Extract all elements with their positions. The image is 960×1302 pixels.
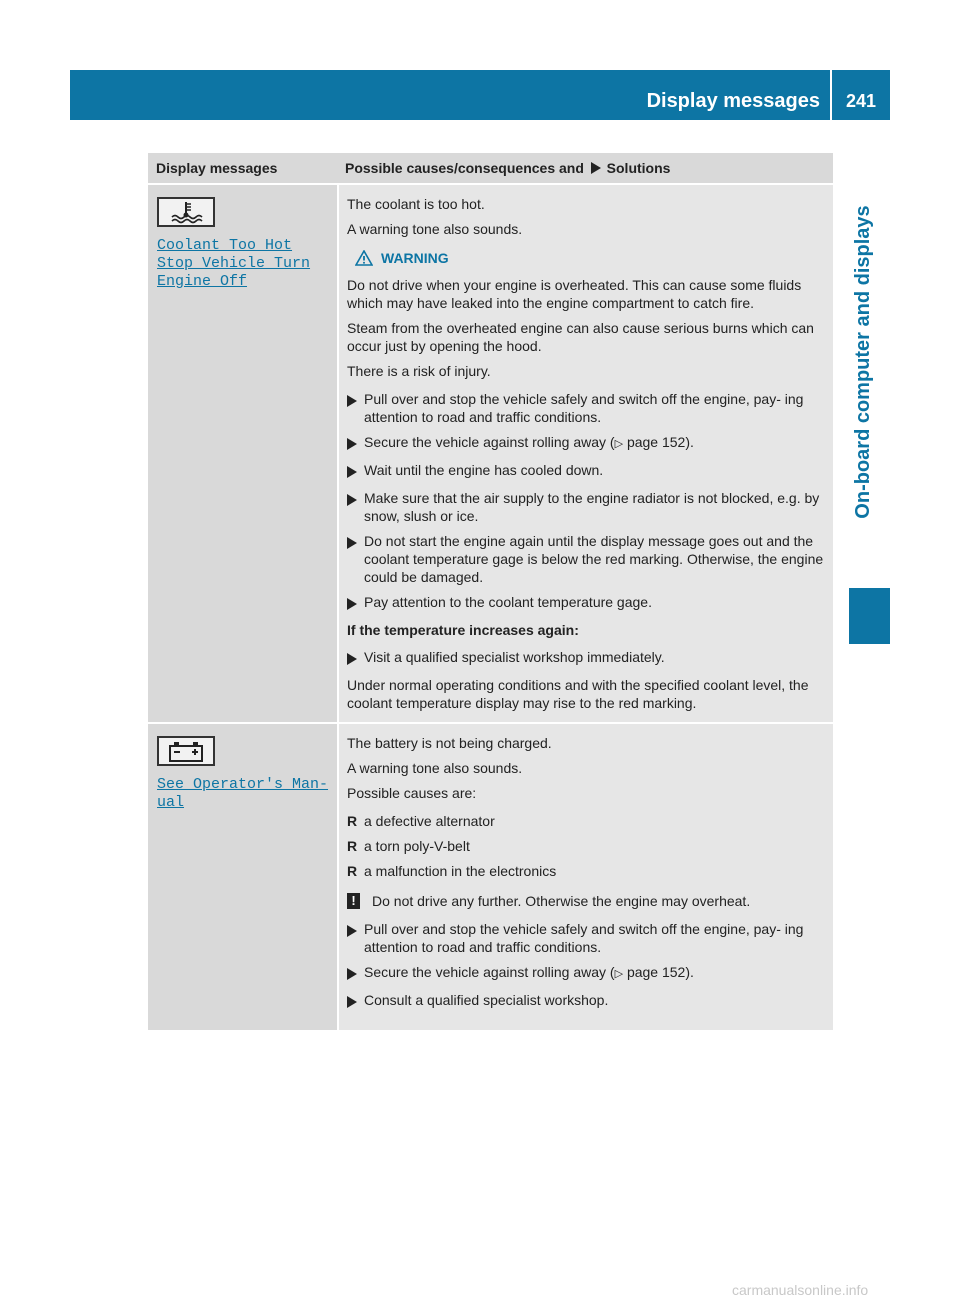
col-header-suffix: Solutions [606,160,671,176]
code-line: Stop Vehicle Turn [157,255,311,272]
page-header [70,70,890,120]
step-arrow-icon [347,598,357,610]
solution-step [347,963,826,984]
solution-step [347,489,826,525]
note-text: Under normal operating conditions and with the specified coolant level, the coolant temperature display may rise to the red marking. [347,677,809,711]
page-reference-icon: ▷ [614,438,624,450]
list-item [347,862,826,880]
list-item [347,837,826,855]
chapter-marker-block [849,588,890,644]
list-item-text: a defective alternator [364,813,495,829]
solution-step [347,532,826,586]
bullet-marker: R [347,813,358,829]
step-arrow-icon [347,996,357,1008]
step-arrow-icon [347,968,357,980]
display-message-cell [148,724,337,1030]
bullet-marker: R [347,838,358,854]
table-row [148,724,833,1030]
watermark: carmanualsonline.info [732,1282,869,1298]
notice [347,892,826,910]
header-title: Display messages [646,90,820,112]
warning-label: WARNING [381,250,449,266]
page-reference-icon: ▷ [614,968,624,980]
col-header-display-messages: Display messages [148,153,337,185]
step-arrow-icon [347,466,357,478]
solution-step [347,433,826,454]
causes-solutions-cell [337,724,833,1030]
step-text-part: Secure the vehicle against rolling away ( [364,964,615,980]
step-arrow-icon [347,494,357,506]
warning-text: Steam from the overheated engine can also cause serious burns which can occur just by opening the hood. [347,320,814,354]
display-message-code [157,237,329,291]
list-item-text: a torn poly-V-belt [364,838,470,854]
code-line: See Operator's Man‐ [157,776,329,793]
list-item-text: a malfunction in the electronics [364,863,557,879]
coolant-temperature-icon [157,197,215,227]
col-header-causes-solutions [337,153,833,185]
step-text: Make sure that the air supply to the engine radiator is not blocked, e.g. by snow, slush or ice. [364,490,820,524]
step-text: Pay attention to the coolant temperature gage. [364,594,652,610]
chapter-title: On-board computer and displays [852,205,874,519]
warning-text: There is a risk of injury. [347,363,491,379]
step-arrow-icon [347,653,357,665]
solution-step [347,593,826,614]
page-reference-link[interactable]: page 152). [626,964,694,980]
step-text: Wait until the engine has cooled down. [364,462,604,478]
causes-solutions-cell [337,185,833,724]
page-reference-link[interactable]: page 152). [626,434,694,450]
col-header-prefix: Possible causes/consequences and [345,160,584,176]
code-line: Coolant Too Hot [157,237,293,254]
solution-step [347,461,826,482]
solution-arrow-icon [590,162,601,174]
step-text: Visit a qualified specialist workshop immediately. [364,649,665,665]
code-line: Engine Off [157,273,248,290]
table-row [148,185,833,724]
exclamation-icon: ! [347,893,360,909]
step-text: Pull over and stop the vehicle safely and switch off the engine, pay- ing attention to road and traffic conditions. [364,391,804,425]
step-text: Do not start the engine again until the display message goes out and the coolant temperature gage is below the red marking. Otherwise, the engine could be damaged. [364,533,824,585]
table-header-row [148,153,833,185]
list-item [347,812,826,830]
warning-heading [355,250,826,266]
step-text: Pull over and stop the vehicle safely and switch off the engine, pay- ing attention to road and traffic conditions. [364,921,804,955]
display-message-cell [148,185,337,724]
cause-text: Possible causes are: [347,785,477,801]
display-message-code [157,776,329,812]
cause-text: The battery is not being charged. [347,735,552,751]
cause-text: A warning tone also sounds. [347,760,523,776]
solution-step [347,648,826,669]
step-text-part: Secure the vehicle against rolling away ( [364,434,615,450]
step-arrow-icon [347,438,357,450]
solution-step [347,390,826,426]
cause-text: A warning tone also sounds. [347,221,523,237]
notice-text: Do not drive any further. Otherwise the engine may overheat. [372,893,751,909]
step-text [364,963,694,984]
page-number: 241 [845,91,877,111]
step-text [364,433,694,454]
step-text: Consult a qualified specialist workshop. [364,992,609,1008]
bullet-marker: R [347,863,358,879]
warning-triangle-icon [355,250,373,266]
display-messages-table [148,153,833,1030]
sub-heading: If the temperature increases again: [347,622,579,638]
solution-step [347,991,826,1012]
step-arrow-icon [347,395,357,407]
step-arrow-icon [347,925,357,937]
solution-step [347,920,826,956]
cause-text: The coolant is too hot. [347,196,485,212]
step-arrow-icon [347,537,357,549]
code-line: ual [157,794,185,811]
battery-icon [157,736,215,766]
warning-text: Do not drive when your engine is overheated. This can cause some fluids which may have leaked into the engine compartment to catch fire. [347,277,802,311]
